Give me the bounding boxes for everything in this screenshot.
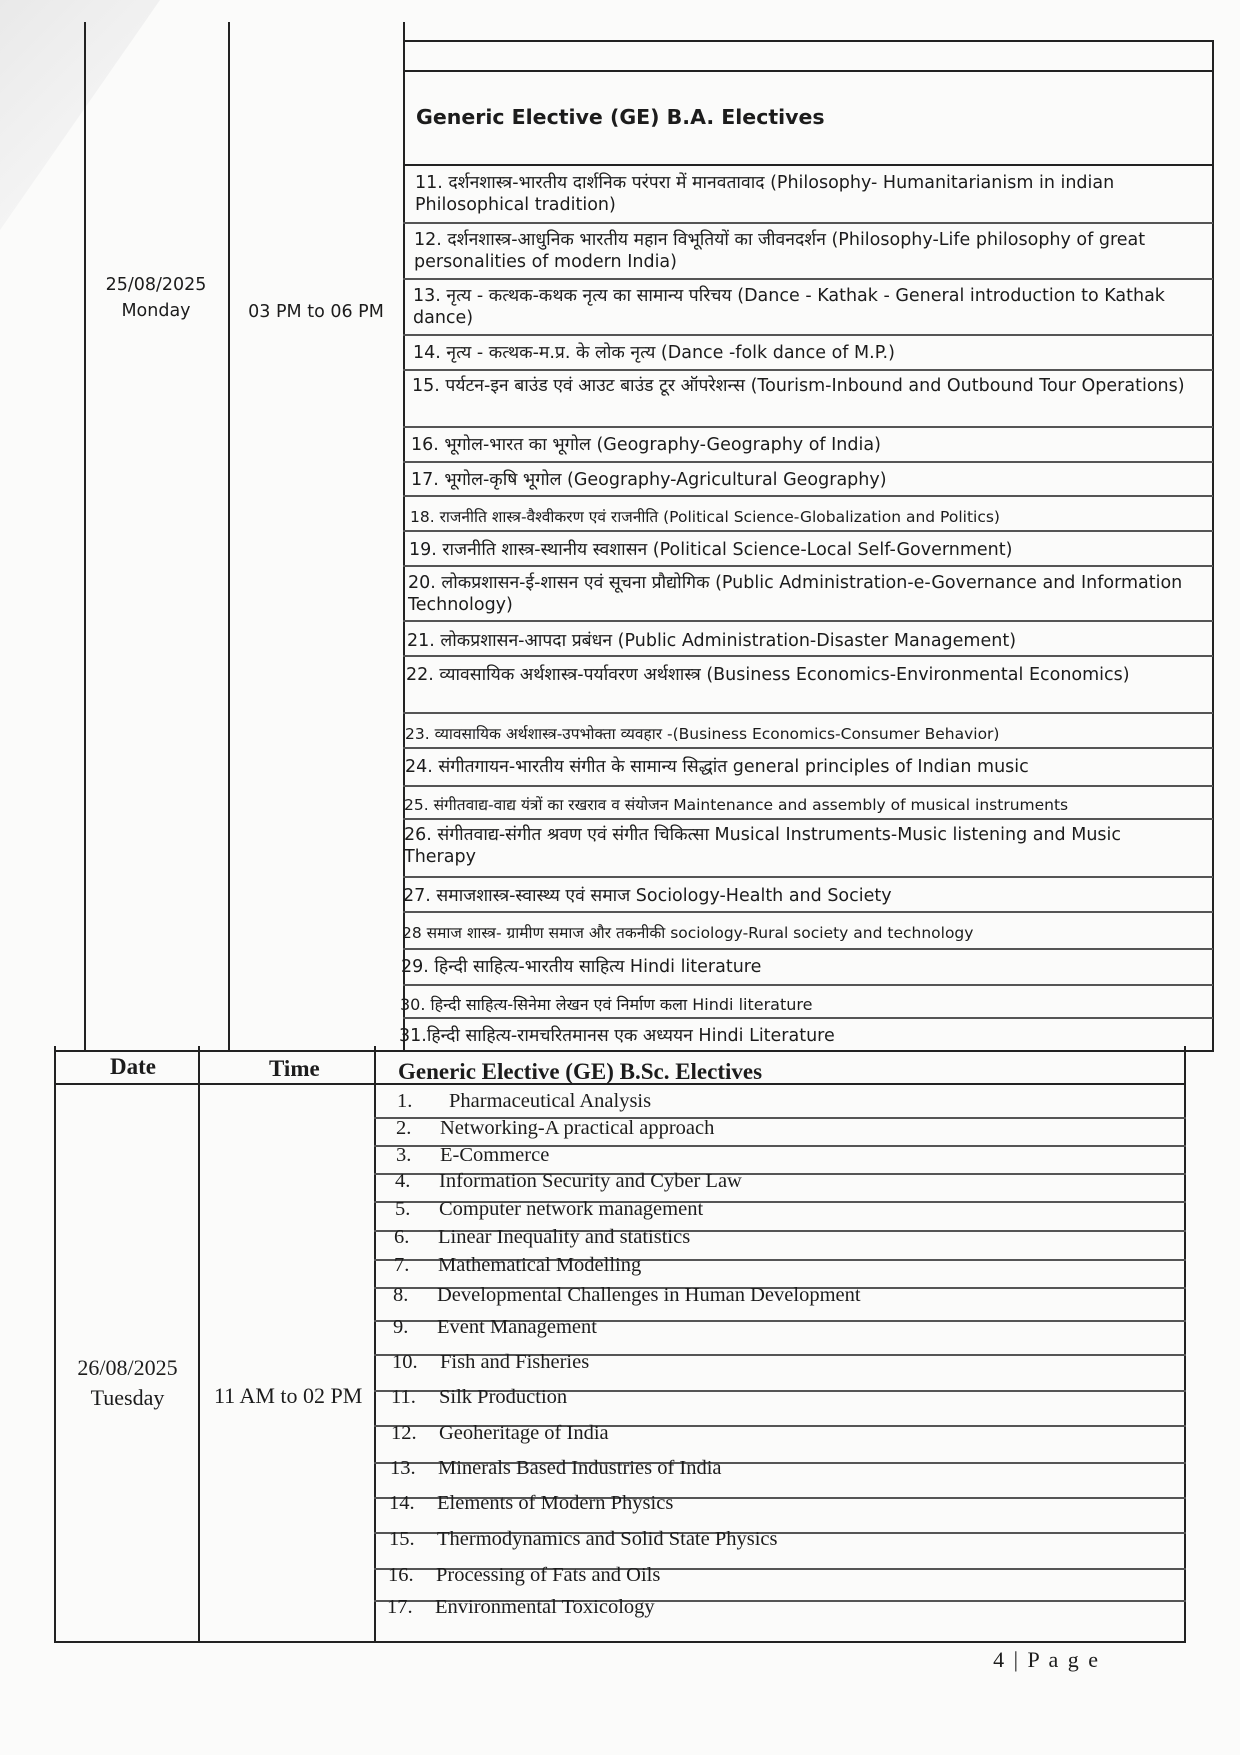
list-item [388,1564,660,1587]
list-item [397,1090,651,1113]
ba-item-31: 31.हिन्दी साहित्य-रामचरितमानस एक अध्ययन Hindi Literature [399,1026,835,1046]
ba-item-19: 19. राजनीति शास्त्र-स्थानीय स्वशासन (Political Science-Local Self-Government) [409,540,1013,560]
ba-item-13: 13. नृत्य - कत्थक-कथक नृत्य का सामान्य परिचय (Dance - Kathak - General introduction to Kathak dance) [413,286,1165,328]
list-item [394,1254,641,1277]
item-text: Pharmaceutical Analysis [449,1090,652,1112]
ba-item-23: 23. व्यावसायिक अर्थशास्त्र-उपभोक्ता व्यवहार -(Business Economics-Consumer Behavior) [405,725,1000,743]
item-text: Computer network management [439,1198,704,1220]
ba-item-26: 26. संगीतवाद्य-संगीत श्रवण एवं संगीत चिकित्सा Musical Instruments-Music listening and Music Therapy [404,825,1122,867]
header-date: Date [110,1054,156,1079]
ba-item-28: 28 समाज शास्त्र- ग्रामीण समाज और तकनीकी sociology-Rural society and technology [402,924,974,942]
list-item [389,1528,778,1551]
item-number: 14. [389,1492,415,1514]
item-number: 2. [396,1117,412,1139]
ba-item-25: 25. संगीतवाद्य-वाद्य यंत्रों का रखराव व संयोजन Maintenance and assembly of musical instruments [404,796,1069,814]
item-number: 3. [396,1144,412,1166]
list-item [390,1457,722,1480]
item-number: 9. [393,1316,409,1338]
bsc-date-cell [60,1353,195,1413]
item-number: 8. [393,1284,409,1306]
list-item [395,1198,703,1221]
item-text: Geoheritage of India [439,1422,609,1444]
item-text: Fish and Fisheries [440,1351,590,1373]
item-number: 5. [395,1198,411,1220]
list-item [394,1226,690,1249]
ba-item-15: 15. पर्यटन-इन बाउंड एवं आउट बाउंड टूर ऑपरेशन्स (Tourism-Inbound and Outbound Tour Operations) [412,376,1185,396]
bsc-time: 11 AM to 02 PM [214,1383,363,1408]
item-text: Minerals Based Industries of India [438,1457,722,1479]
list-item [395,1170,742,1193]
ba-item-18: 18. राजनीति शास्त्र-वैश्वीकरण एवं राजनीति (Political Science-Globalization and Politics) [410,508,1000,526]
list-item [392,1351,589,1374]
item-text: E-Commerce [440,1144,550,1166]
list-item [396,1117,714,1140]
ba-item-21: 21. लोकप्रशासन-आपदा प्रबंधन (Public Administration-Disaster Management) [407,631,1017,651]
item-number: 13. [390,1457,416,1479]
ba-item-22: 22. व्यावसायिक अर्थशास्त्र-पर्यावरण अर्थशास्त्र (Business Economics-Environmental Economics) [406,665,1130,685]
item-number: 16. [388,1564,414,1586]
item-text: Processing of Fats and Oils [436,1564,661,1586]
item-number: 7. [394,1254,410,1276]
list-item [393,1316,597,1339]
item-text: Silk Production [439,1386,568,1408]
list-item [391,1386,567,1409]
ba-item-16: 16. भूगोल-भारत का भूगोल (Geography-Geography of India) [411,435,881,455]
item-text: Developmental Challenges in Human Development [437,1284,861,1306]
item-text: Thermodynamics and Solid State Physics [437,1528,778,1550]
list-item [391,1422,609,1445]
ba-date: 25/08/2025 [105,275,207,295]
item-number: 10. [392,1351,418,1373]
ba-heading: Generic Elective (GE) B.A. Electives [416,105,825,129]
item-text: Event Management [437,1316,597,1338]
list-item [387,1596,655,1619]
item-number: 11. [391,1386,416,1408]
item-text: Networking-A practical approach [440,1117,715,1139]
item-number: 12. [391,1422,417,1444]
page-number: 4 | P a g e [993,1647,1100,1672]
item-number: 15. [389,1528,415,1550]
item-text: Information Security and Cyber Law [439,1170,742,1192]
item-text: Mathematical Modelling [438,1254,642,1276]
header-time: Time [269,1056,320,1081]
ba-item-14: 14. नृत्य - कत्थक-म.प्र. के लोक नृत्य (Dance -folk dance of M.P.) [413,343,895,363]
ba-item-20: 20. लोकप्रशासन-ई-शासन एवं सूचना प्रौद्योगिक (Public Administration-e-Governance and Information Technology) [408,573,1183,615]
ba-item-30: 30. हिन्दी साहित्य-सिनेमा लेखन एवं निर्माण कला Hindi literature [400,995,813,1014]
item-number: 6. [394,1226,410,1248]
ba-item-27: 27. समाजशास्त्र-स्वास्थ्य एवं समाज Sociology-Health and Society [403,886,892,906]
list-item [393,1284,861,1307]
item-number: 4. [395,1170,411,1192]
bsc-heading: Generic Elective (GE) B.Sc. Electives [398,1059,763,1084]
bsc-date: 26/08/2025 [77,1355,178,1380]
list-item [389,1492,673,1515]
item-text: Environmental Toxicology [435,1596,655,1618]
ba-item-12: 12. दर्शनशास्त्र-आधुनिक भारतीय महान विभूतियों का जीवनदर्शन (Philosophy-Life philosophy of great personalities of modern India) [414,230,1146,272]
item-number: 17. [387,1596,413,1618]
item-number: 1. [397,1090,413,1112]
ba-item-29: 29. हिन्दी साहित्य-भारतीय साहित्य Hindi literature [401,957,762,977]
item-text: Elements of Modern Physics [437,1492,674,1514]
ba-item-11: 11. दर्शनशास्त्र-भारतीय दार्शनिक परंपरा में मानवतावाद (Philosophy- Humanitarianism in indian Philosophical tradition) [415,173,1115,215]
item-text: Linear Inequality and statistics [438,1226,691,1248]
bsc-day: Tuesday [90,1385,165,1410]
ba-item-17: 17. भूगोल-कृषि भूगोल (Geography-Agricultural Geography) [411,470,887,490]
ba-time: 03 PM to 06 PM [248,302,384,322]
list-item [396,1144,549,1167]
ba-item-24: 24. संगीतगायन-भारतीय संगीत के सामान्य सिद्धांत general principles of Indian music [405,757,1029,777]
ba-day: Monday [121,301,191,321]
ba-date-cell [90,272,222,324]
